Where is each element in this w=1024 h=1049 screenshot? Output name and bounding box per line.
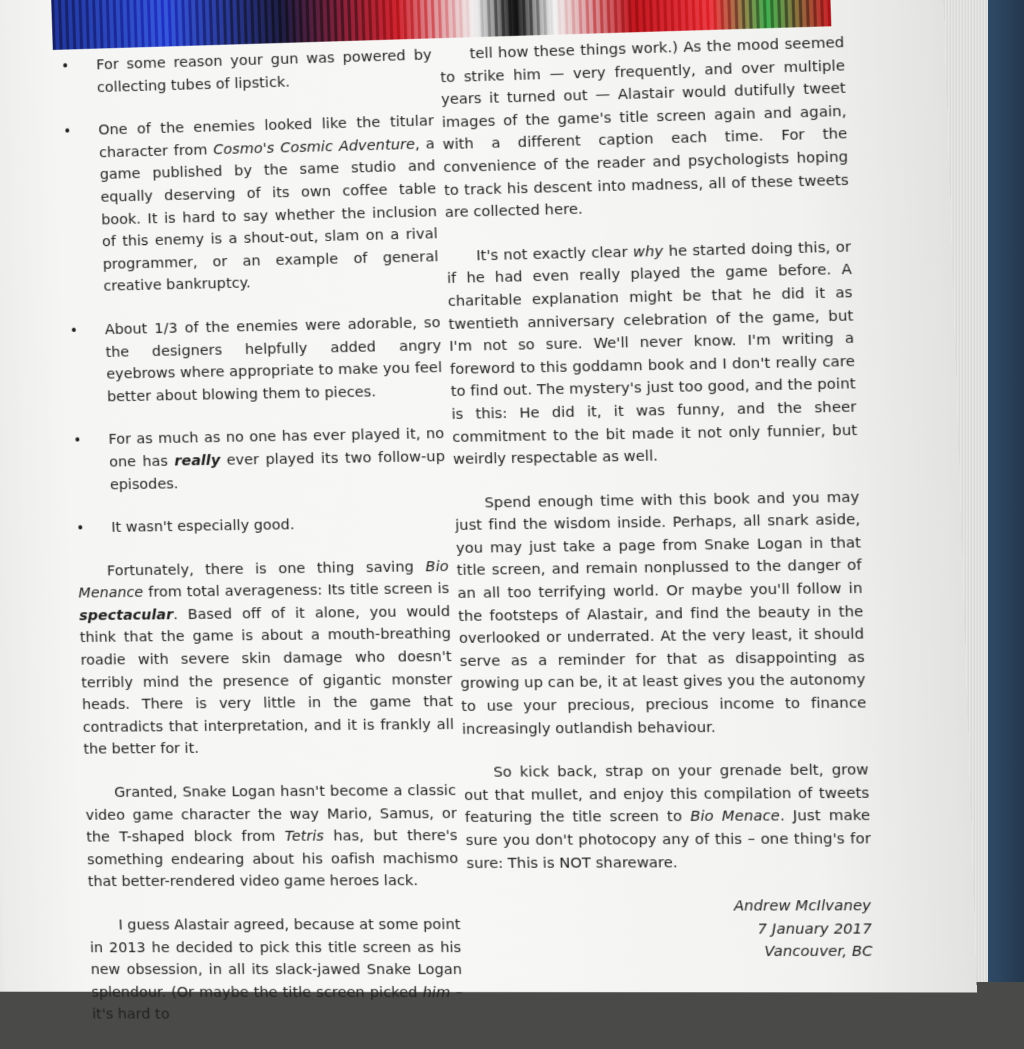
text-run: . Based off of it alone, you would think that the game is about a mouth-breathing roadie with severe skin damage who doesn't terribly mind the presence of gigantic monster heads. There is very little in the game that contradicts that interpretation, and it is frankly all the better for it. — [79, 602, 455, 758]
text-run: Bio Menance — [78, 557, 449, 602]
signature-place: Vancouver, BC — [764, 943, 873, 961]
text-run: Fortunately, there is one thing saving — [106, 557, 426, 580]
text-run: One of the enemies looked like the titular character from — [98, 112, 435, 162]
body-paragraph — [446, 236, 858, 471]
signature-block — [468, 895, 876, 964]
body-paragraph — [77, 556, 455, 762]
text-run: , a game published by the same studio and equally deserving of its own coffee table book. It is hard to say whether the inclusion of this enemy is a shout-out, slam on a rival programmer, or an example of general creative bankruptcy. — [99, 135, 439, 295]
left-column — [61, 44, 465, 1048]
body-paragraph — [89, 914, 464, 1027]
bullet-list — [61, 44, 448, 540]
text-run: really — [174, 451, 221, 470]
text-run: . Just make sure you don't photocopy any of this – one thing's for sure: This is NOT shareware. — [465, 807, 872, 872]
text-run: why — [632, 242, 664, 261]
text-run: Spend enough time with this book and you may just find the wisdom inside. Perhaps, all snark aside, you may just take a page from Snake Logan in that title screen, and remain nonplussed to the danger of an all too terrifying world. Or maybe you'll follow in the footsteps of Alastair, and find the beauty in the overlooked or underrated. At the very least, it should serve as a reminder for that as disappointing as growing up can be, it at least gives you the autonomy to use your precious, precious income to finance increasingly outlandish behaviour. — [454, 488, 867, 738]
text-run: him — [422, 983, 451, 1001]
text-run: tell how these things work.) As the mood seemed to strike him — very frequently, and over multiple years it turned out — Alastair would dutifully tweet images of the game's title screen again and again, with a different caption each time. For the convenience of the reader and psychologists hoping to track his descent into madness, all of these tweets are collected here. — [440, 33, 850, 222]
text-run: Cosmo's Cosmic Adventure — [213, 135, 416, 158]
text-run: spectacular — [78, 606, 174, 625]
text-run: Bio Menace — [689, 807, 781, 826]
text-run: For some reason your gun was powered by collecting tubes of lipstick. — [95, 46, 432, 96]
bullet-item — [73, 423, 446, 497]
right-paragraphs — [439, 32, 872, 875]
text-run: For as much as no one has ever played it, no one has — [108, 425, 445, 471]
body-paragraph — [463, 759, 872, 875]
right-column — [439, 32, 875, 964]
signature-date: 7 January 2017 — [757, 920, 873, 938]
bullet-item — [76, 512, 448, 540]
text-run: About 1/3 of the enemies were adorable, so the designers helpfully added angry eyebrows where appropriate to make you feel better about blowing them to pieces. — [104, 314, 443, 406]
text-run: Tetris — [284, 827, 325, 845]
text-run: he started doing this, or if he had even really played the game before. A charitable explanation might be that he did it as twentieth anniversary celebration of the game, but I'm not so sure. We'll never know. I'm writing a foreword to this goddamn book and I don't really care to find out. The mystery's just too good, and the point is this: He did it, it was funny, and the sheer commitment to the bit made it not only funnier, but weirdly respectable as well. — [446, 238, 858, 468]
text-run: from total averageness: Its title screen is — [142, 580, 450, 601]
text-run: – it's hard to — [91, 983, 464, 1023]
bullet-item — [63, 111, 440, 300]
bullet-item — [69, 312, 443, 409]
text-run: has, but there's something endearing about his oafish machismo that better-rendered video game heroes lack. — [86, 827, 459, 891]
author-name: Andrew McIlvaney — [733, 897, 872, 915]
left-paragraphs — [77, 556, 464, 1027]
text-run: I guess Alastair agreed, because at some point in 2013 he decided to pick this title screen as his new obsession, in all its slack-jawed Snake Logan splendour. (Or maybe the title screen picked — [89, 916, 463, 1001]
text-run: It wasn't especially good. — [111, 516, 295, 536]
text-run: Granted, Snake Logan hasn't become a classic video game character the way Mario, Samus, or the T-shaped block from — [85, 782, 458, 846]
body-paragraph — [439, 32, 850, 225]
text-run: ever played its two follow-up episodes. — [109, 447, 446, 493]
body-paragraph — [85, 780, 460, 894]
body-paragraph — [454, 486, 867, 741]
bullet-item — [61, 44, 433, 100]
text-run: It's not exactly clear — [476, 243, 634, 265]
text-run: So kick back, strap on your grenade belt, grow out that mullet, and enjoy this compilation of tweets featuring the title screen to — [463, 761, 870, 827]
